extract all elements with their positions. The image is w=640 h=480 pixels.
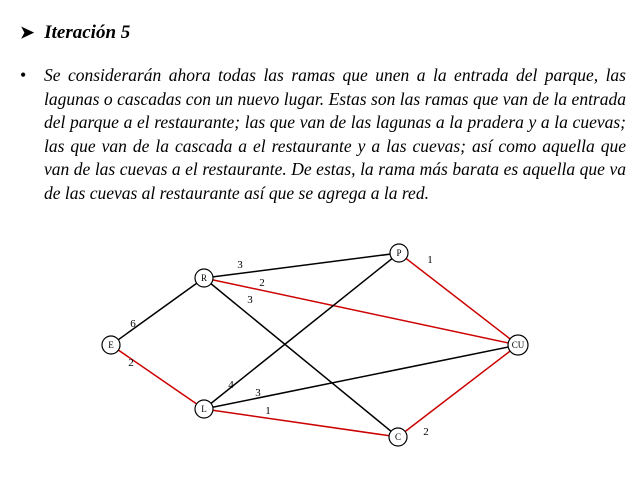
- node-label: CU: [511, 340, 525, 350]
- node-label: R: [200, 273, 208, 283]
- node-e: [102, 336, 120, 354]
- edge-weight-l-cu: 3: [255, 387, 261, 399]
- bullet-dot-icon: •: [20, 65, 27, 85]
- edge-e-l: [111, 345, 204, 409]
- node-label: C: [394, 432, 402, 442]
- edge-weight-r-c: 3: [247, 294, 253, 306]
- node-l: [195, 400, 213, 418]
- node-p: [390, 244, 408, 262]
- edge-c-cu: [398, 345, 518, 437]
- edge-r-cu: [204, 278, 518, 345]
- heading-text: Iteración 5: [44, 22, 131, 43]
- edge-weight-p-cu: 1: [427, 254, 433, 266]
- bullet-paragraph: Se considerarán ahora todas las ramas que unen a la entrada del parque, las lagunas o cascadas con un nuevo lugar. Estas son las ramas que van de la entrada del parque a el restaurante; las que van de las lagunas a la pradera y a la cuevas; las que van de la cascada a el restaurante y a las cuevas; así como aquella que van de las cuevas a el restaurante. De estas, la rama más barata es aquella que va de las cuevas al restaurante así que se agrega a la red.: [44, 65, 626, 203]
- edge-e-r: [111, 278, 204, 345]
- edge-l-cu: [204, 345, 518, 409]
- arrow-bullet-icon: ➤: [20, 23, 35, 42]
- edge-weight-l-c: 1: [265, 405, 271, 417]
- node-c: [389, 428, 407, 446]
- node-label: E: [108, 340, 114, 350]
- edge-weight-r-cu: 2: [259, 277, 265, 289]
- edge-weight-l-p: 4: [228, 379, 234, 391]
- node-label: L: [201, 404, 207, 414]
- node-cu: [508, 335, 528, 355]
- edge-p-cu: [399, 253, 518, 345]
- edge-weight-e-l: 2: [128, 357, 134, 369]
- edge-weight-r-p: 3: [237, 259, 243, 271]
- edge-weight-e-r: 6: [130, 318, 136, 330]
- node-label: P: [396, 248, 402, 258]
- edge-r-p: [204, 253, 399, 278]
- edge-weight-c-cu: 2: [423, 426, 429, 438]
- node-r: [195, 269, 213, 287]
